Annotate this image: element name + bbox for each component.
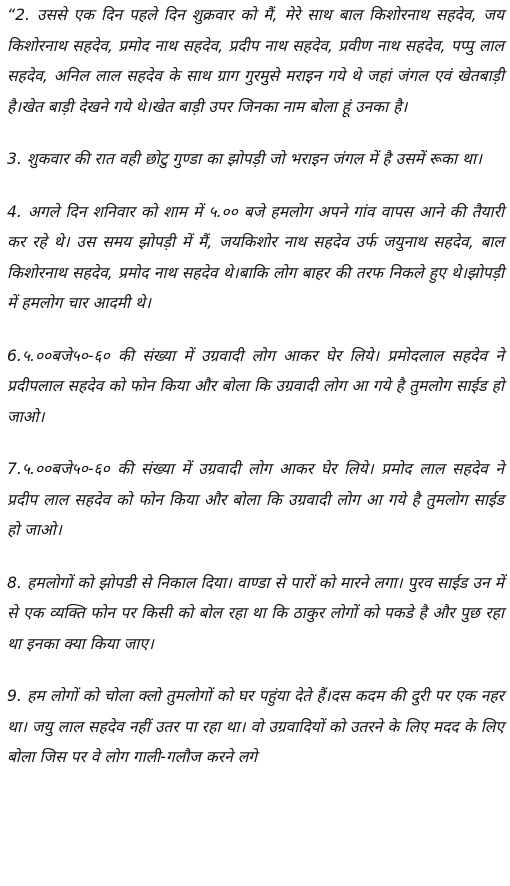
paragraph-8: 8. हमलोगों को झोपडी से निकाल दिया। वाण्डा से पारों को मारने लगा। पुरव साईड उन में से एक व्यक्ति फोन पर किसी को बोल रहा था कि ठाकुर लोगों को पकडे है और पुछ रहा था इनका क्या किया जाए।: [7, 573, 504, 653]
paragraph-6: 6.५.००बजे५०-६० की संख्या में उग्रवादी लोग आकर घेर लिये। प्रमोदलाल सहदेव ने प्रदीपलाल सहदेव को फोन किया और बोला कि उग्रवादी लोग आ गये है तुमलोग साईड हो जाओ।: [7, 346, 504, 426]
paragraph-7: 7.५.००बजे५०-६० की संख्या में उग्रवादी लोग आकर घेर लिये। प्रमोद लाल सहदेव ने प्रदीप लाल सहदेव को फोन किया और बोला कि उग्रवादी लोग आ गये है तुमलोग साईड हो जाओ।: [7, 460, 504, 539]
paragraph-9: 9. हम लोगों को चोला क्लो तुमलोगों को घर पहुंया देते हैं।दस कदम की दुरी पर एक नहर था। जयु लाल सहदेव नहीं उतर पा रहा था। वो उग्रवादियों को उतरने के लिए मदद के लिए बोला जिस पर वे लोग गाली-गलौज करने लगे: [7, 687, 504, 766]
paragraph-2: “2. उससे एक दिन पहले दिन शुक्रवार को मैं, मेरे साथ बाल किशोरनाथ सहदेव, जय किशोरनाथ सहदेव, प्रमोद नाथ सहदेव, प्रदीप नाथ सहदेव, प्रवीण नाथ सहदेव, पप्पु लाल सहदेव, अनिल लाल सहदेव के साथ ग्राग गुरमुसे मराइन गये थे जहां जंगल एवं खेतबाड़ी है।खेत बाड़ी देखने गये थे।खेत बाड़ी उपर जिनका नाम बोला हूं उनका है।: [7, 6, 504, 116]
paragraph-3: 3. शुकवार की रात वही छोटु गुण्डा का झोपड़ी जो भराइन जंगल में है उसमें रूका था।: [7, 150, 482, 168]
paragraph-4: 4. अगले दिन शनिवार को शाम में ५.०० बजे हमलोग अपने गांव वापस आने की तैयारी कर रहे थे। उस समय झोपड़ी में मैं, जयकिशोर नाथ सहदेव उर्फ जयुनाथ सहदेव, बाल किशोरनाथ सहदेव, प्रमोद नाथ सहदेव थे।बाकि लोग बाहर की तरफ निकले हुए थे।झोपड़ी में हमलोग चार आदमी थे।: [7, 202, 504, 312]
